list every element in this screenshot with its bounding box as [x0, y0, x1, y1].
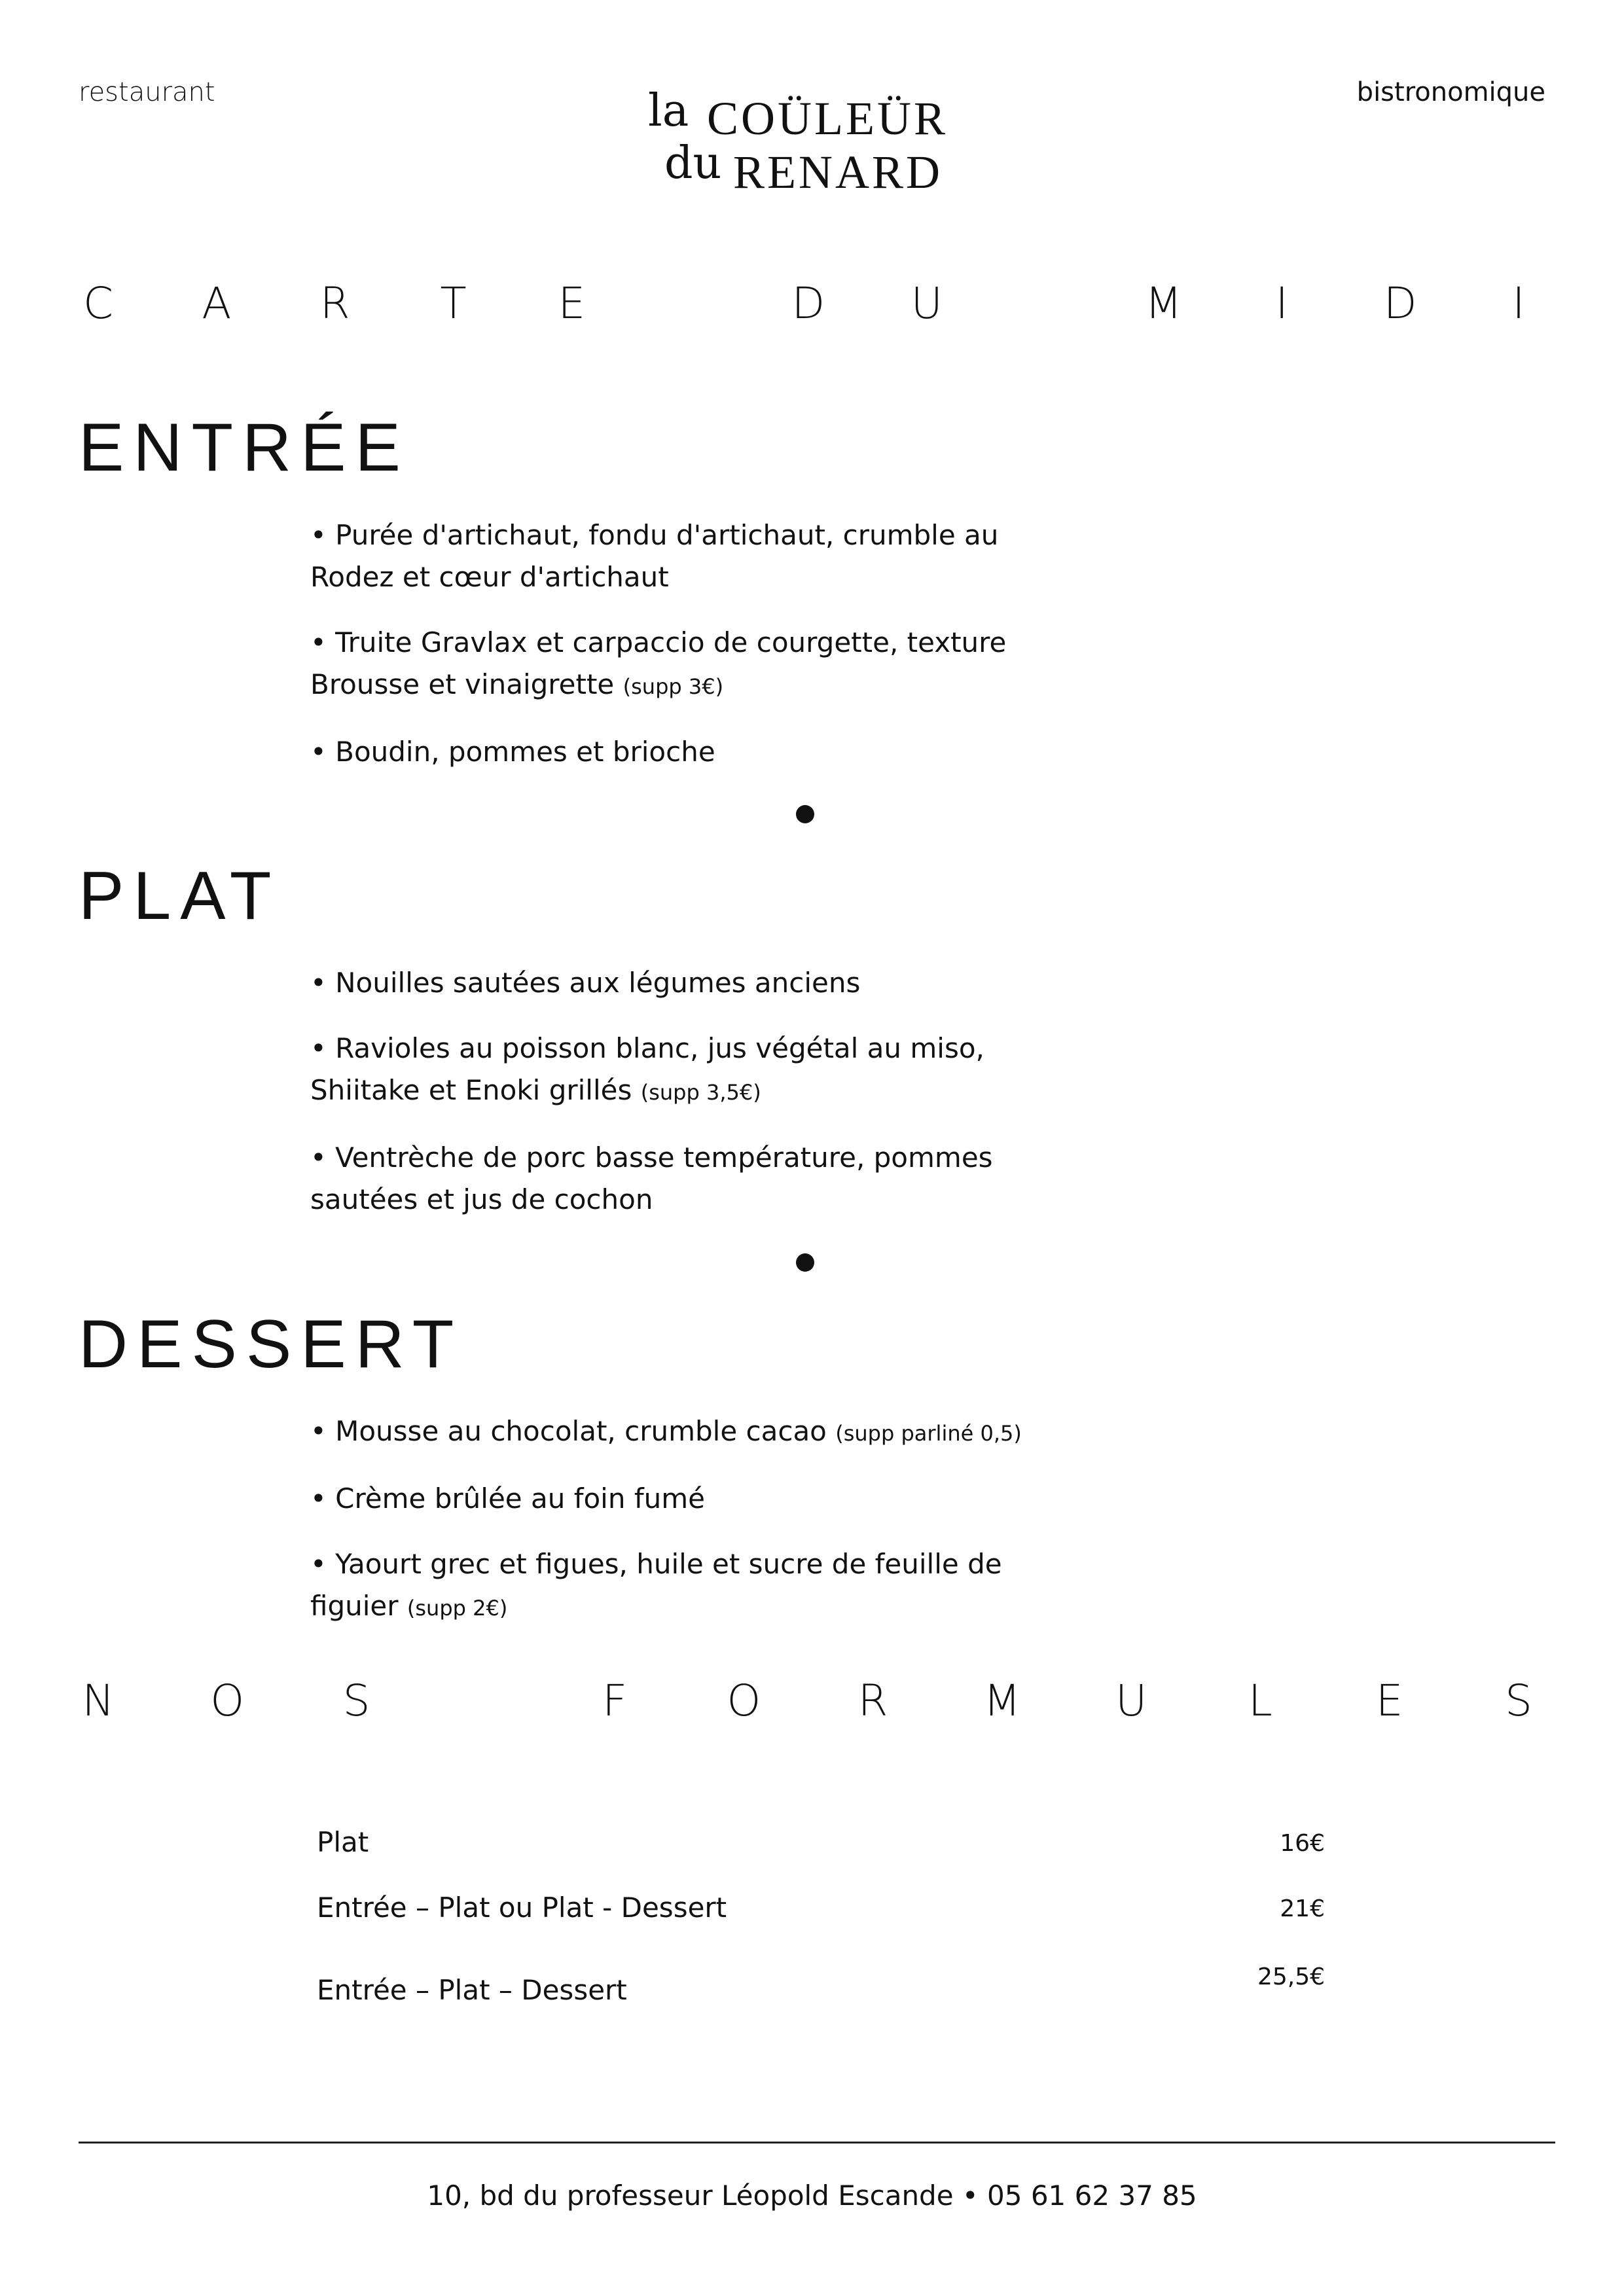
- list-item: • Crème brûlée au foin fumé: [310, 1482, 705, 1515]
- formule-price: 21€: [1280, 1895, 1325, 1922]
- list-item: • Mousse au chocolat, crumble cacao (supp parliné 0,5): [310, 1415, 1022, 1447]
- list-item: • Boudin, pommes et brioche: [310, 736, 715, 768]
- section-separator-dot: [796, 805, 814, 823]
- formule-price: 16€: [1280, 1830, 1325, 1857]
- nos-formules-title: N O S F O R M U L E S: [82, 1676, 1532, 1726]
- logo-la: la: [648, 85, 689, 137]
- footer-address: 10, bd du professeur Léopold Escande • 05 61 62 37 85: [427, 2179, 1197, 2212]
- list-item: • Truite Gravlax et carpaccio de courgette, texture Brousse et vinaigrette (supp 3€): [310, 626, 1007, 700]
- list-item: • Ventrèche de porc basse température, pommes sautées et jus de cochon: [310, 1141, 993, 1215]
- list-item: • Yaourt grec et figues, huile et sucre de feuille de figuier (supp 2€): [310, 1548, 1002, 1622]
- section-separator-dot: [796, 1253, 814, 1272]
- formule-label: Entrée – Plat – Dessert: [317, 1974, 627, 2006]
- restaurant-logo: [648, 85, 988, 203]
- logo-du: du: [664, 137, 722, 189]
- formule-price: 25,5€: [1257, 1964, 1325, 1990]
- logo-renard: RENARD: [733, 146, 943, 198]
- list-item: • Nouilles sautées aux légumes anciens: [310, 967, 861, 999]
- list-item: • Purée d'artichaut, fondu d'artichaut, crumble au Rodez et cœur d'artichaut: [310, 519, 999, 593]
- section-title-plat: PLAT: [79, 858, 281, 934]
- formule-label: Entrée – Plat ou Plat - Dessert: [317, 1892, 727, 1924]
- header-restaurant-label: restaurant: [79, 77, 215, 107]
- carte-du-midi-title: C A R T E D U M I D I: [82, 278, 1525, 329]
- footer-divider: [79, 2142, 1555, 2144]
- section-title-dessert: DESSERT: [79, 1306, 463, 1382]
- list-item: • Ravioles au poisson blanc, jus végétal au miso, Shiitake et Enoki grillés (supp 3,5€): [310, 1032, 984, 1106]
- header-bistronomique-label: bistronomique: [1356, 77, 1545, 107]
- section-title-entree: ENTRÉE: [79, 410, 410, 486]
- logo-couleur: COÜLEÜR: [707, 92, 948, 145]
- entree-items: [310, 514, 1089, 797]
- plat-items: [310, 962, 1089, 1244]
- formule-label: Plat: [317, 1826, 369, 1858]
- dessert-items: [310, 1410, 1089, 1653]
